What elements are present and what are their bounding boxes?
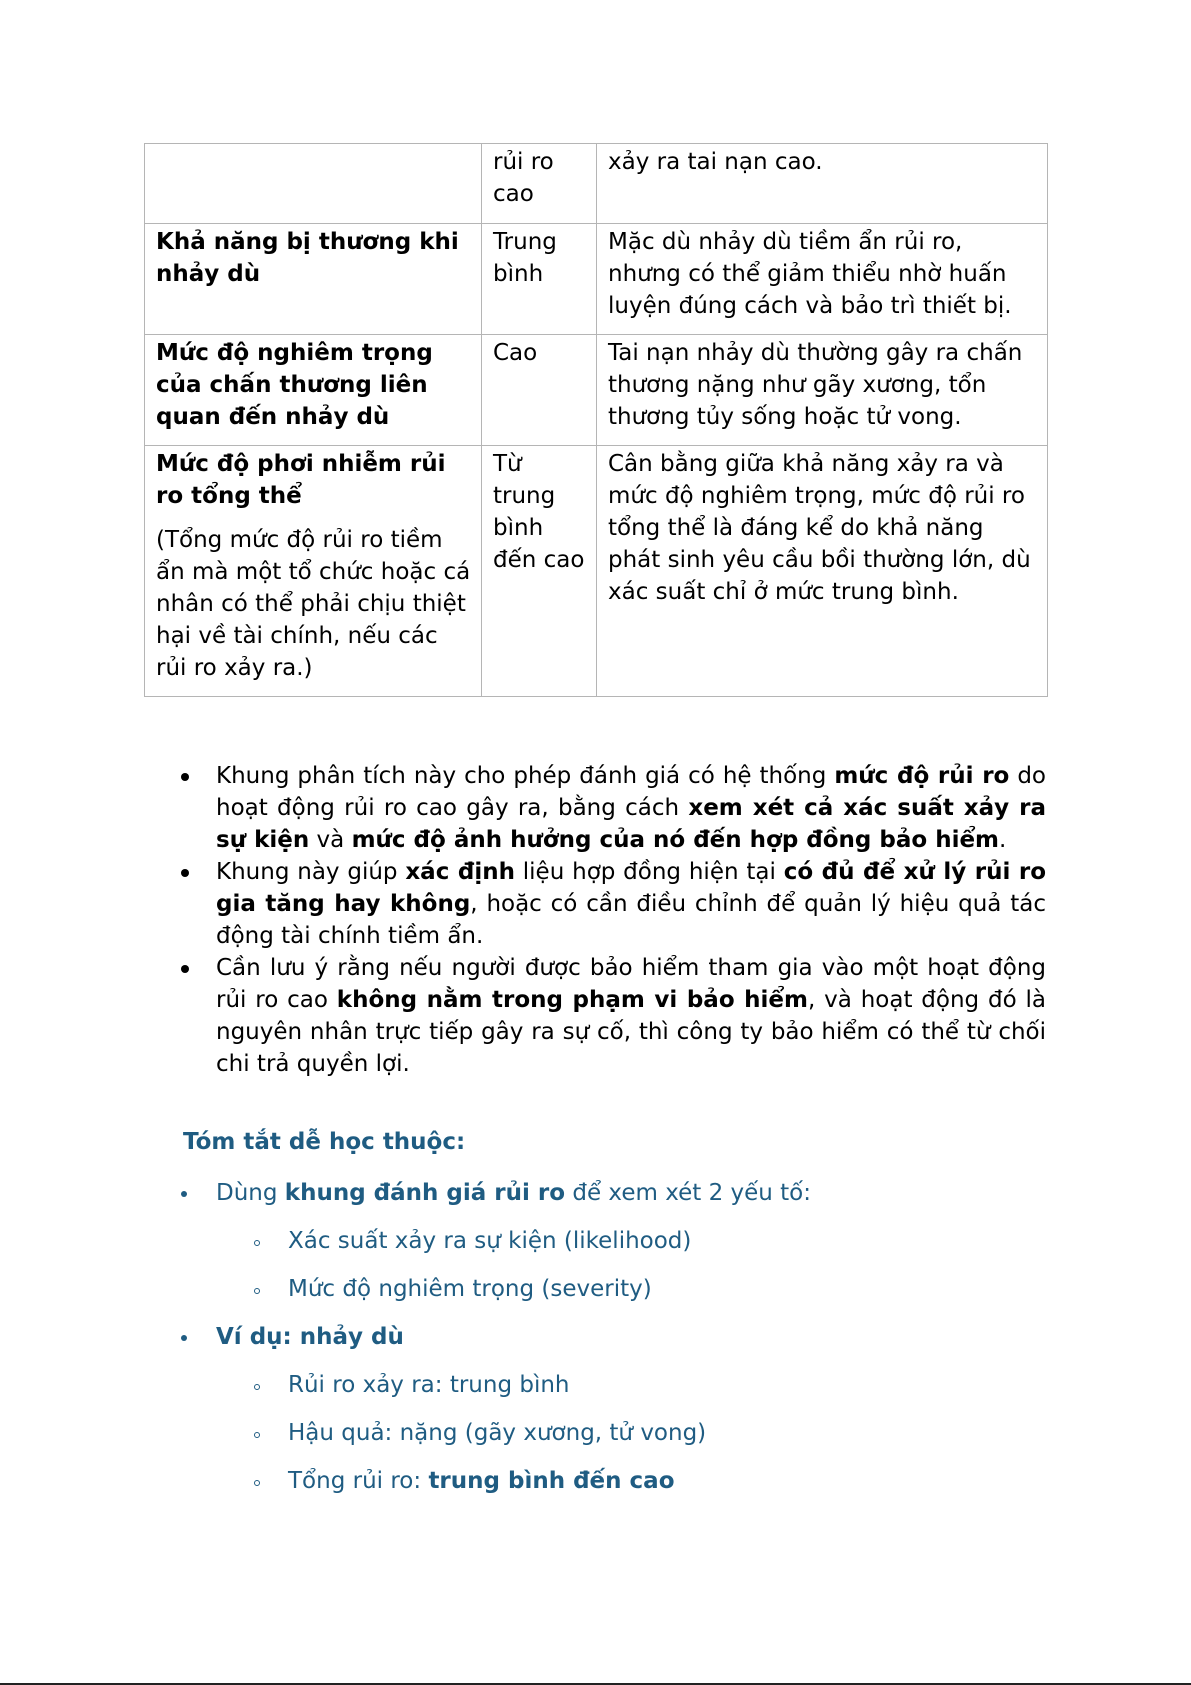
risk-assessment-table bbox=[144, 143, 1048, 697]
rating-cell: Trung bình bbox=[482, 224, 597, 335]
factor-title: Mức độ phơi nhiễm rủi ro tổng thể bbox=[156, 451, 446, 509]
summary-subitem: Mức độ nghiêm trọng (severity) bbox=[144, 1272, 1046, 1320]
circle-bullet-icon bbox=[254, 1432, 260, 1438]
factor-cell bbox=[145, 144, 482, 224]
analysis-bullets bbox=[144, 760, 1046, 1080]
circle-bullet-icon bbox=[254, 1288, 260, 1294]
summary-subitem: Rủi ro xảy ra: trung bình bbox=[144, 1368, 1046, 1416]
table-row bbox=[145, 446, 1048, 697]
table-row bbox=[145, 144, 1048, 224]
description-cell: Cân bằng giữa khả năng xảy ra và mức độ nghiêm trọng, mức độ rủi ro tổng thể là đáng kể do khả năng phát sinh yêu cầu bồi thường lớn, dù xác suất chỉ ở mức trung bình. bbox=[597, 446, 1048, 697]
summary-section bbox=[144, 1176, 1046, 1512]
list-item: Cần lưu ý rằng nếu người được bảo hiểm tham gia vào một hoạt động rủi ro cao không nằm trong phạm vi bảo hiểm, và hoạt động đó là nguyên nhân trực tiếp gây ra sự cố, thì công ty bảo hiểm có thể từ chối chi trả quyền lợi. bbox=[144, 952, 1046, 1080]
summary-item: Ví dụ: nhảy dù bbox=[144, 1320, 1046, 1368]
bullet-icon bbox=[181, 1191, 187, 1197]
summary-subitem: Hậu quả: nặng (gãy xương, tử vong) bbox=[144, 1416, 1046, 1464]
summary-item: Dùng khung đánh giá rủi ro để xem xét 2 yếu tố: bbox=[144, 1176, 1046, 1224]
rating-cell: Cao bbox=[482, 335, 597, 446]
factor-cell: Mức độ nghiêm trọng của chấn thương liên quan đến nhảy dù bbox=[145, 335, 482, 446]
list-item: Khung này giúp xác định liệu hợp đồng hiện tại có đủ để xử lý rủi ro gia tăng hay không, hoặc có cần điều chỉnh để quản lý hiệu quả tác động tài chính tiềm ẩn. bbox=[144, 856, 1046, 952]
rating-cell: rủi ro cao bbox=[482, 144, 597, 224]
table-row bbox=[145, 335, 1048, 446]
factor-note: (Tổng mức độ rủi ro tiềm ẩn mà một tổ chức hoặc cá nhân có thể phải chịu thiệt hại về tài chính, nếu các rủi ro xảy ra.) bbox=[156, 527, 471, 681]
circle-bullet-icon bbox=[254, 1240, 260, 1246]
table-row bbox=[145, 224, 1048, 335]
summary-heading: Tóm tắt dễ học thuộc: bbox=[183, 1129, 466, 1155]
bullet-icon bbox=[181, 965, 189, 973]
circle-bullet-icon bbox=[254, 1384, 260, 1390]
circle-bullet-icon bbox=[254, 1480, 260, 1486]
factor-cell bbox=[145, 446, 482, 697]
description-cell: xảy ra tai nạn cao. bbox=[597, 144, 1048, 224]
description-cell: Mặc dù nhảy dù tiềm ẩn rủi ro, nhưng có thể giảm thiểu nhờ huấn luyện đúng cách và bảo trì thiết bị. bbox=[597, 224, 1048, 335]
bullet-icon bbox=[181, 773, 189, 781]
summary-subitem: Tổng rủi ro: trung bình đến cao bbox=[144, 1464, 1046, 1512]
description-cell: Tai nạn nhảy dù thường gây ra chấn thương nặng như gãy xương, tổn thương tủy sống hoặc tử vong. bbox=[597, 335, 1048, 446]
bullet-icon bbox=[181, 869, 189, 877]
summary-subitem: Xác suất xảy ra sự kiện (likelihood) bbox=[144, 1224, 1046, 1272]
factor-cell: Khả năng bị thương khi nhảy dù bbox=[145, 224, 482, 335]
rating-cell: Từ trung bình đến cao bbox=[482, 446, 597, 697]
list-item: Khung phân tích này cho phép đánh giá có hệ thống mức độ rủi ro do hoạt động rủi ro cao gây ra, bằng cách xem xét cả xác suất xảy ra sự kiện và mức độ ảnh hưởng của nó đến hợp đồng bảo hiểm. bbox=[144, 760, 1046, 856]
bullet-icon bbox=[181, 1335, 187, 1341]
